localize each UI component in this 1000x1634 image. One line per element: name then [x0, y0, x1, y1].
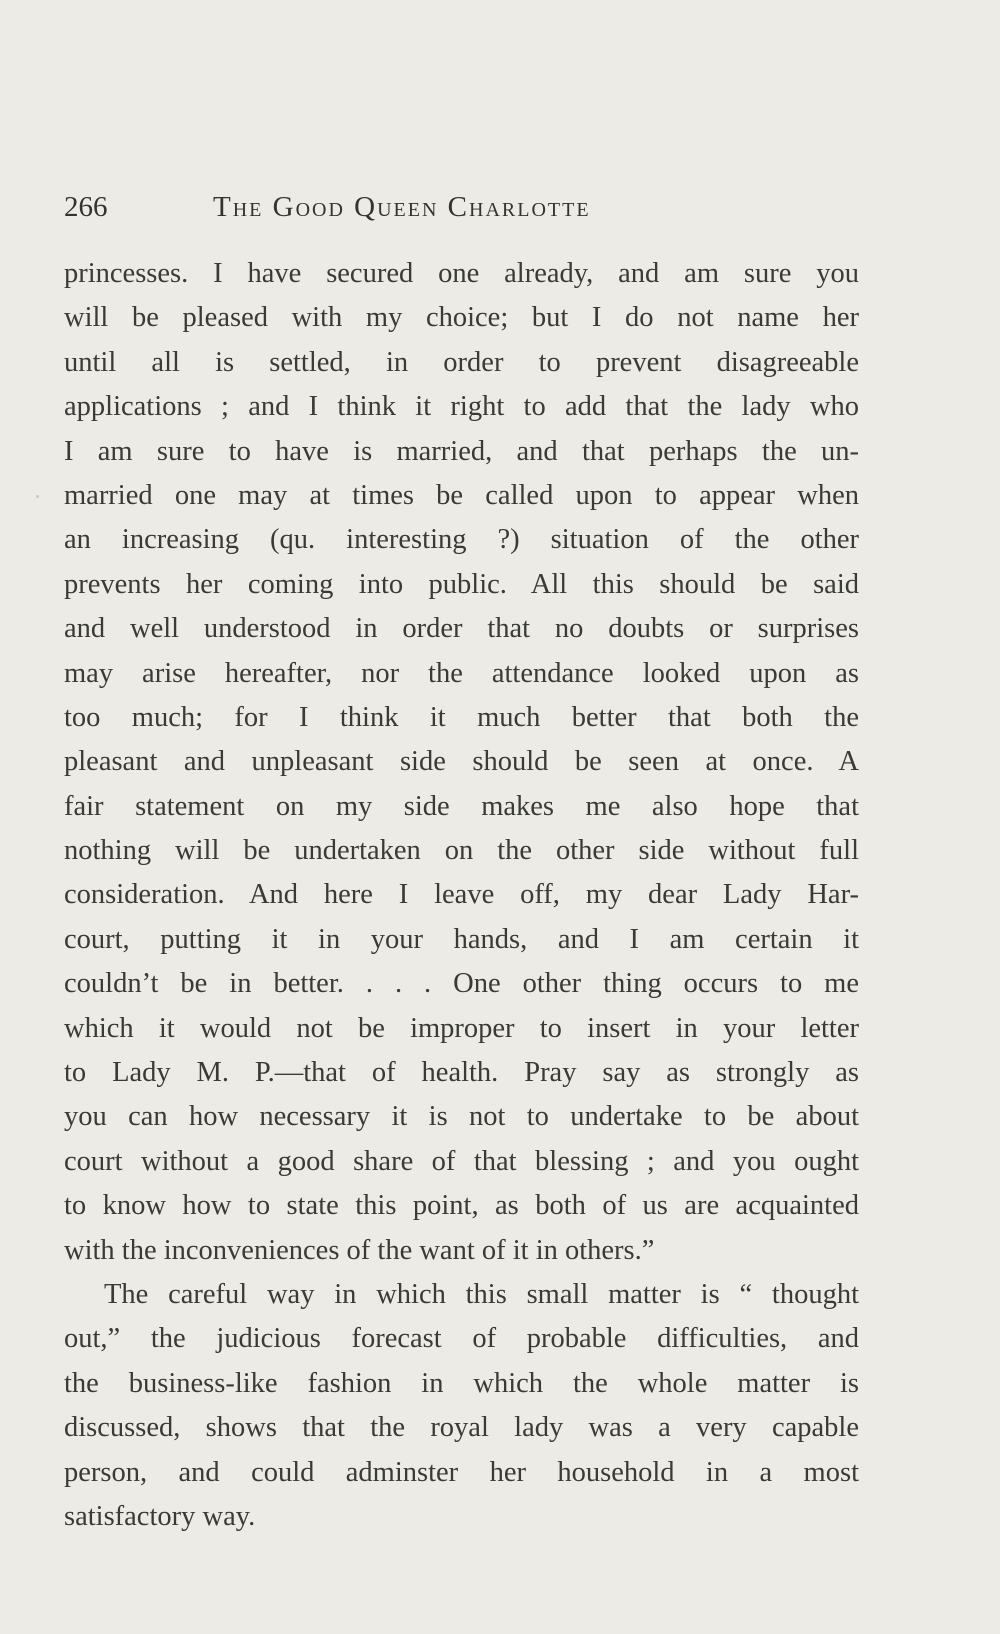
text-line: to Lady M. P.—that of health. Pray say as strongly as: [64, 1057, 859, 1089]
text-line: court, putting it in your hands, and I am certain it: [64, 923, 859, 955]
text-line: court without a good share of that blessing ; and you ought: [64, 1145, 859, 1177]
text-line: out,” the judicious forecast of probable difficulties, and: [64, 1323, 859, 1355]
text-line: nothing will be undertaken on the other side without full: [64, 835, 859, 867]
body-text: [64, 252, 859, 1539]
text-line: too much; for I think it much better that both the: [64, 701, 859, 733]
text-line: applications ; and I think it right to add that the lady who: [64, 391, 859, 423]
text-line: and well understood in order that no doubts or surprises: [64, 613, 859, 645]
text-line: discussed, shows that the royal lady was a very capable: [64, 1412, 859, 1444]
text-line: married one may at times be called upon to appear when: [64, 479, 859, 511]
paper-speck: [36, 495, 39, 498]
text-line: person, and could adminster her household in a most: [64, 1456, 859, 1488]
text-line: may arise hereafter, nor the attendance looked upon as: [64, 657, 859, 689]
text-line: I am sure to have is married, and that perhaps the un-: [64, 435, 859, 467]
book-title: The Good Queen Charlotte: [213, 191, 591, 223]
text-line: the business-like fashion in which the whole matter is: [64, 1367, 859, 1399]
page-number: 266: [64, 191, 108, 223]
running-head: [64, 187, 864, 227]
text-line: an increasing (qu. interesting ?) situation of the other: [64, 524, 859, 556]
text-line: The careful way in which this small matter is “ thought: [104, 1278, 859, 1310]
text-line: satisfactory way.: [64, 1500, 256, 1532]
text-line: prevents her coming into public. All this should be said: [64, 568, 859, 600]
text-line: with the inconveniences of the want of it in others.”: [64, 1234, 655, 1266]
text-line: princesses. I have secured one already, and am sure you: [64, 258, 859, 289]
paragraph: [64, 252, 859, 1273]
text-line: consideration. And here I leave off, my dear Lady Har-: [64, 879, 859, 911]
text-line: until all is settled, in order to prevent disagreeable: [64, 346, 859, 378]
text-line: which it would not be improper to insert in your letter: [64, 1012, 859, 1044]
text-line: pleasant and unpleasant side should be seen at once. A: [64, 746, 859, 778]
text-line: you can how necessary it is not to undertake to be about: [64, 1101, 859, 1133]
text-line: will be pleased with my choice; but I do not name her: [64, 302, 859, 334]
text-line: couldn’t be in better. . . . One other thing occurs to me: [64, 968, 859, 1000]
paragraph: [64, 1273, 859, 1539]
text-line: to know how to state this point, as both of us are acquainted: [64, 1190, 859, 1222]
text-line: fair statement on my side makes me also hope that: [64, 790, 859, 822]
